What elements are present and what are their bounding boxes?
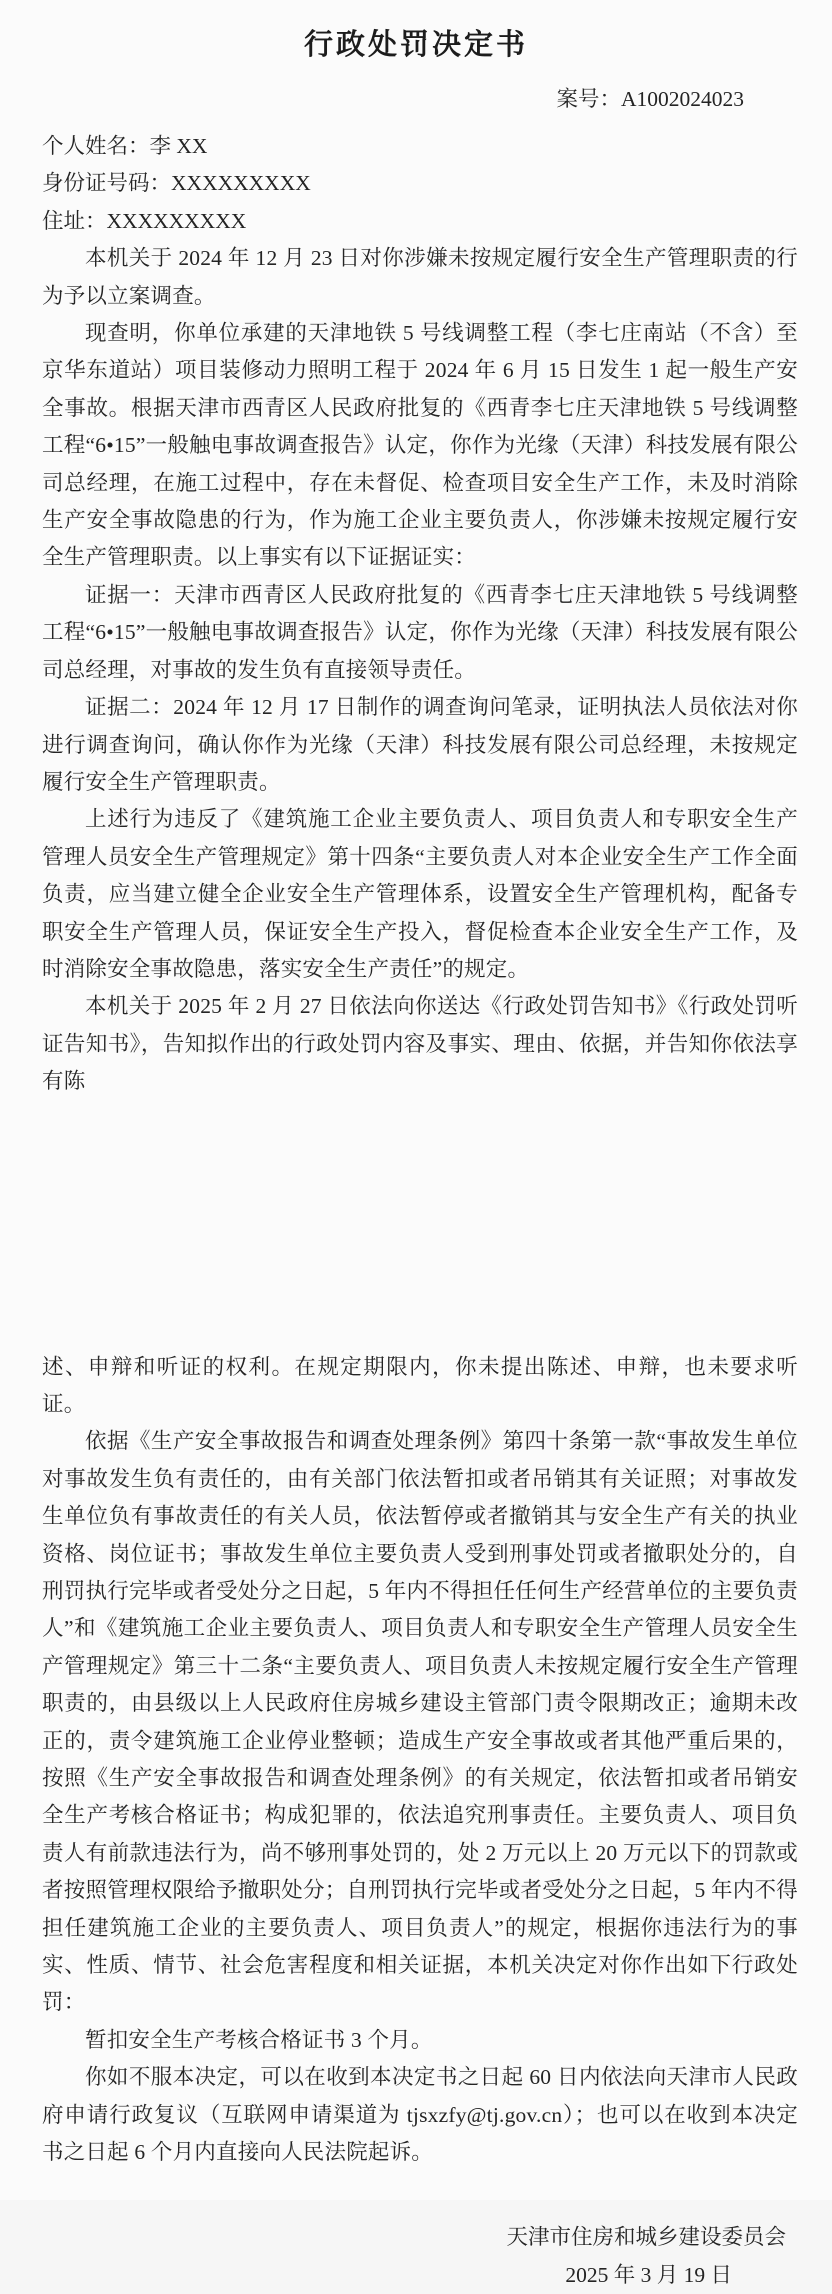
paragraph-evidence-1: 证据一：天津市西青区人民政府批复的《西青李七庄天津地铁 5 号线调整工程“6•15”一般触电事故调查报告》认定，你作为光缘（天津）科技发展有限公司总经理，对事故的发生负有直接领导责任。	[42, 582, 798, 682]
paragraph-findings: 现查明，你单位承建的天津地铁 5 号线调整工程（李七庄南站（不含）至京华东道站）项目装修动力照明工程于 2024 年 6 月 15 日发生 1 起一般生产安全事故。根据天津市西青区人民政府批复的《西青李七庄天津地铁 5 号线调整工程“6•15”一般触电事故调查报告》认定，你作为光缘（天津）科技发展有限公司总经理，在施工过程中，存在未督促、检查项目安全生产工作，未及时消除生产安全事故隐患的行为，作为施工企业主要负责人，你涉嫌未按规定履行安全生产管理职责。以上事实有以下证据证实：	[42, 321, 798, 570]
paragraph-penalty-decision: 暂扣安全生产考核合格证书 3 个月。	[85, 2027, 433, 2052]
paragraph-notification-page1: 本机关于 2025 年 2 月 27 日依法向你送达《行政处罚告知书》《行政处罚听证告知书》，告知拟作出的行政处罚内容及事实、理由、依据，并告知你依法享有陈	[42, 994, 798, 1094]
case-number-label: 案号：	[556, 87, 621, 111]
signature-date: 2025 年 3 月 19 日	[565, 2262, 732, 2287]
paragraph-appeal-rights: 你如不服本决定，可以在收到本决定书之日起 60 日内依法向天津市人民政府申请行政复议（互联网申请渠道为 tjsxzfy@tj.gov.cn）；也可以在收到本决定书之日起 6 个月内直接向人民法院起诉。	[42, 2065, 798, 2165]
case-number-value: A1002024023	[620, 87, 744, 111]
recipient-id-line	[42, 165, 832, 202]
document-body	[0, 240, 832, 2171]
paragraph-violation: 上述行为违反了《建筑施工企业主要负责人、项目负责人和专职安全生产管理人员安全生产管理规定》第十四条“主要负责人对本企业安全生产工作全面负责，应当建立健全企业安全生产管理体系，设置安全生产管理机构，配备专职安全生产管理人员，保证安全生产投入，督促检查本企业安全生产工作，及时消除安全事故隐患，落实安全生产责任”的规定。	[42, 807, 798, 981]
recipient-name-line	[42, 128, 832, 165]
address-label: 住址：	[42, 208, 107, 233]
page-break-gap	[42, 1101, 798, 1349]
signature-block	[0, 2218, 832, 2294]
recipient-info	[0, 128, 832, 240]
paragraph-legal-basis: 依据《生产安全事故报告和调查处理条例》第四十条第一款“事故发生单位对事故发生负有责任的，由有关部门依法暂扣或者吊销其有关证照；对事故发生单位负有事故责任的有关人员，依法暂停或者撤销其与安全生产有关的执业资格、岗位证书；事故发生单位主要负责人受到刑事处罚或者撤职处分的，自刑罚执行完毕或者受处分之日起，5 年内不得担任任何生产经营单位的主要负责人”和《建筑施工企业主要负责人、项目负责人和专职安全生产管理人员安全生产管理规定》第三十二条“主要负责人、项目负责人未按规定履行安全生产管理职责的，由县级以上人民政府住房城乡建设主管部门责令限期改正；逾期未改正的，责令建筑施工企业停业整顿；造成生产安全事故或者其他严重后果的，按照《生产安全事故报告和调查处理条例》的有关规定，依法暂扣或者吊销安全生产考核合格证书；构成犯罪的，依法追究刑事责任。主要负责人、项目负责人有前款违法行为，尚不够刑事处罚的，处 2 万元以上 20 万元以下的罚款或者按照管理权限给予撤职处分；自刑罚执行完毕或者受处分之日起，5 年内不得担任建筑施工企业的主要负责人、项目负责人”的规定，根据你违法行为的事实、性质、情节、社会危害程度和相关证据，本机关决定对你作出如下行政处罚：	[42, 1429, 798, 2015]
id-number-label: 身份证号码：	[42, 171, 172, 196]
paragraph-filing-notice: 本机关于 2024 年 12 月 23 日对你涉嫌未按规定履行安全生产管理职责的行为予以立案调查。	[42, 246, 798, 308]
recipient-name-value: 李 XX	[149, 134, 208, 158]
paragraph-notification-page2: 述、申辩和听证的权利。在规定期限内，你未提出陈述、申辩，也未要求听证。	[42, 1354, 798, 1416]
signature-org: 天津市住房和城乡建设委员会	[506, 2224, 786, 2249]
case-number-line	[0, 86, 832, 112]
paragraph-evidence-2: 证据二：2024 年 12 月 17 日制作的调查询问笔录，证明执法人员依法对你进行调查询问，确认你作为光缘（天津）科技发展有限公司总经理，未按规定履行安全生产管理职责。	[42, 695, 798, 794]
page-title: 行政处罚决定书	[303, 29, 528, 61]
recipient-address-line	[42, 203, 832, 240]
address-value: XXXXXXXXX	[106, 208, 247, 233]
recipient-name-label: 个人姓名：	[42, 134, 150, 158]
id-number-value: XXXXXXXXX	[171, 171, 311, 196]
